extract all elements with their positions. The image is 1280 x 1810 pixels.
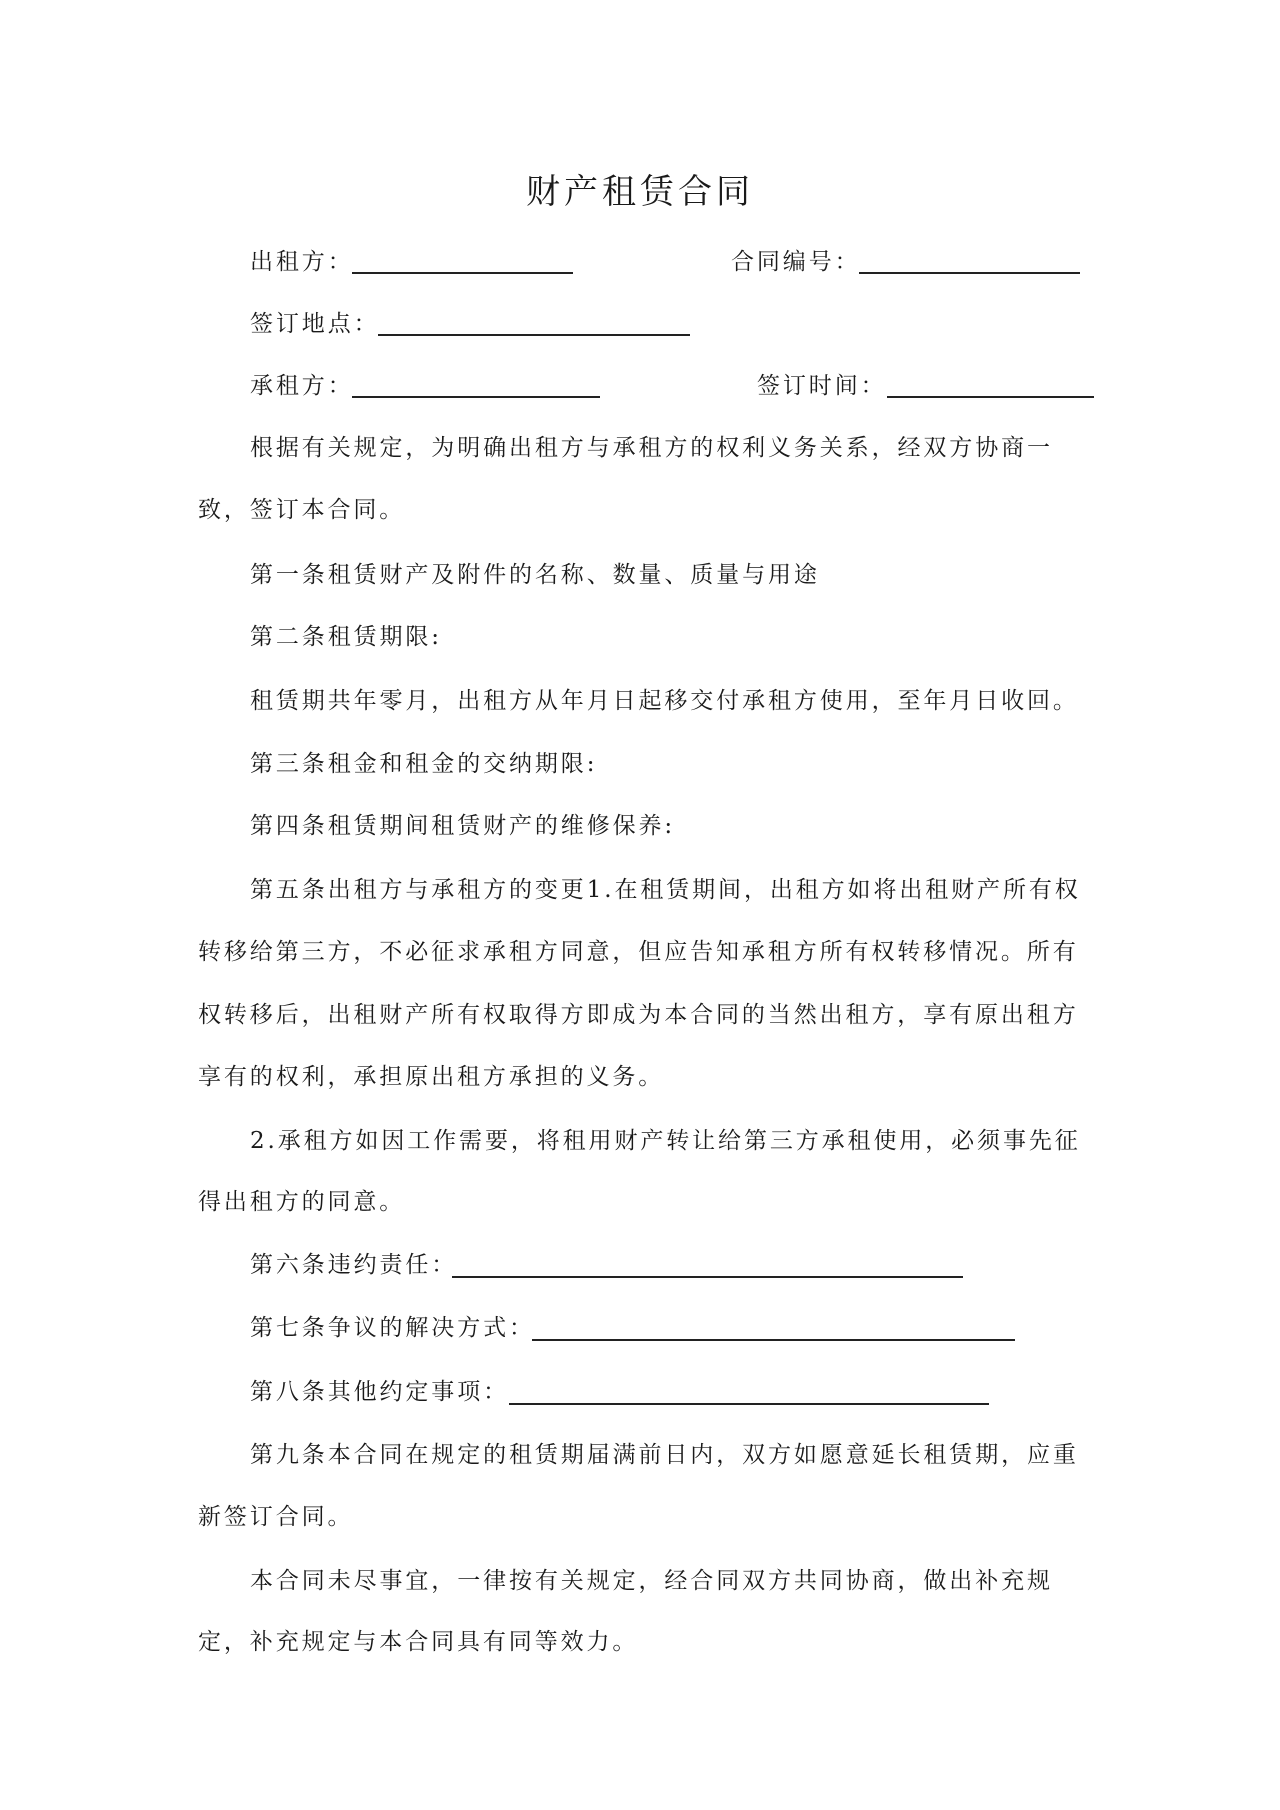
article-3: 第三条租金和租金的交纳期限:: [250, 751, 598, 777]
article-6: 第六条违约责任：: [250, 1252, 458, 1278]
body-line: 享有的权利，承担原出租方承担的义务。: [198, 1064, 665, 1090]
article-9: 第九条本合同在规定的租赁期届满前日内，双方如愿意延长租赁期，应重: [250, 1442, 1079, 1468]
body-line: 致，签订本合同。: [198, 497, 406, 523]
article-6-blank: [452, 1276, 963, 1278]
body-line: 本合同未尽事宜，一律按有关规定，经合同双方共同协商，做出补充规: [250, 1568, 1053, 1594]
sign-time-label: 签订时间：: [757, 373, 887, 399]
lessor-blank: [352, 272, 573, 274]
article-7-blank: [532, 1339, 1015, 1341]
body-line: 2.承租方如因工作需要，将租用财产转让给第三方承租使用，必须事先征: [250, 1128, 1081, 1154]
article-7: 第七条争议的解决方式：: [250, 1315, 535, 1341]
article-8-blank: [509, 1403, 989, 1405]
document-title: 财产租赁合同: [526, 172, 754, 212]
body-line: 权转移后，出租财产所有权取得方即成为本合同的当然出租方，享有原出租方: [198, 1002, 1079, 1028]
article-2: 第二条租赁期限:: [250, 624, 442, 650]
body-line: 得出租方的同意。: [198, 1189, 406, 1215]
sign-place-label: 签订地点：: [250, 311, 380, 337]
lessor-label: 出租方：: [250, 249, 354, 275]
body-line: 转移给第三方，不必征求承租方同意，但应告知承租方所有权转移情况。所有: [198, 939, 1079, 965]
body-line: 根据有关规定，为明确出租方与承租方的权利义务关系，经双方协商一: [250, 435, 1053, 461]
article-5: 第五条出租方与承租方的变更1.在租赁期间，出租方如将出租财产所有权: [250, 877, 1081, 903]
body-line: 定，补充规定与本合同具有同等效力。: [198, 1629, 639, 1655]
sign-place-blank: [378, 334, 690, 336]
body-line: 新签订合同。: [198, 1504, 354, 1530]
contract-no-label: 合同编号：: [731, 249, 861, 275]
article-1: 第一条租赁财产及附件的名称、数量、质量与用途: [250, 562, 820, 588]
lessee-label: 承租方：: [250, 373, 354, 399]
article-8: 第八条其他约定事项：: [250, 1379, 509, 1405]
sign-time-blank: [887, 396, 1094, 398]
contract-no-blank: [859, 272, 1080, 274]
article-4: 第四条租赁期间租赁财产的维修保养:: [250, 813, 676, 839]
body-line: 租赁期共年零月，出租方从年月日起移交付承租方使用，至年月日收回。: [250, 688, 1079, 714]
lessee-blank: [352, 396, 600, 398]
